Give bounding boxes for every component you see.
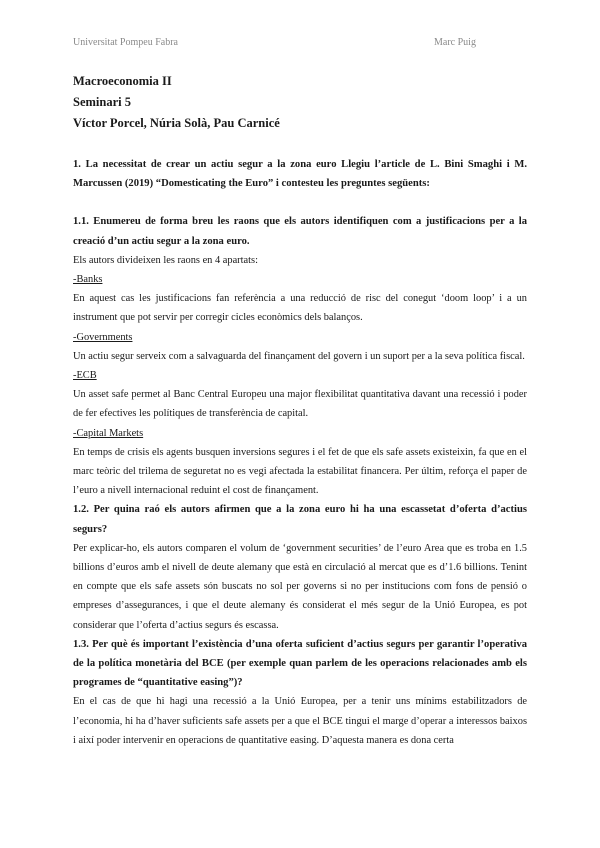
section-text-capital-markets: En temps de crisis els agents busquen inversions segures i el fet de que els safe assets existeixin, fa que en el marc teòric del trilema de seguretat no es vegi afectada la estabilitat financera. Per últim, reforça el paper de l’euro a nivell internacional reduint el cost de finançament. <box>73 446 527 497</box>
authors-line: Víctor Porcel, Núria Solà, Pau Carnicé <box>73 116 280 130</box>
section-title-ecb: -ECB <box>73 370 97 382</box>
question-1-2: 1.2. Per quina raó els autors afirmen que a la zona euro hi ha una escassetat d’oferta d’actius segurs? <box>73 504 527 535</box>
seminar-title: Seminari 5 <box>73 95 131 109</box>
question-1-3: 1.3. Per què és important l’existència d’una oferta suficient d’actius segurs per garantir l’operativa de la política monetària del BCE (per exemple quan parlem de les operacions relacionades amb els programes de “quantitative easing”)? <box>73 638 527 689</box>
section-title-capital-markets: -Capital Markets <box>73 427 144 439</box>
section-text-governments: Un actiu segur serveix com a salvaguarda del finançament del govern i un suport per a la seva política fiscal. <box>73 350 525 362</box>
question-1-1: 1.1. Enumereu de forma breu les raons que els autors identifiquen com a justificacions per a la creació d’un actiu segur a la zona euro. <box>73 216 527 247</box>
section-text-ecb: Un asset safe permet al Banc Central Europeu una major flexibilitat quantitativa davant una recessió i poder de fer efectives les polítiques de transferència de capital. <box>73 389 527 420</box>
answer-1-1-intro: Els autors divideixen les raons en 4 apartats: <box>73 254 258 266</box>
answer-1-2: Per explicar-ho, els autors comparen el volum de ‘government securities’ de l’euro Area que es troba en 1.5 billions d’euros amb el nivell de deute alemany que està en circulació al mercat que es d’1.6 billions. Tenint en compte que els safe assets són buscats no sol per governs si no per institucions com fons de pensió o empreses d’assegurances, i que el deute alemany és considerat el més segur de la Unió Europea, es pot considerar que l’oferta d’actius segurs és escassa. <box>73 542 527 631</box>
section-title-banks: -Banks <box>73 274 103 286</box>
answer-1-3: En el cas de que hi hagi una recessió a la Unió Europea, per a tenir uns mínims estabilitzadors de l’economia, hi ha d’haver suficients safe assets per a que el BCE tingui el marge d’operar a interessos baixos i així poder intervenir en operacions de quantitative easing. D’aquesta manera es dona certa <box>73 696 527 746</box>
question-1: 1. La necessitat de crear un actiu segur a la zona euro Llegiu l’article de L. Bini Smaghi i M. Marcussen (2019) “Domesticating the Euro” i contesteu les preguntes següents: <box>73 159 527 190</box>
document-body <box>73 155 527 750</box>
header-university: Universitat Pompeu Fabra <box>73 37 178 48</box>
section-text-banks: En aquest cas les justificacions fan referència a una reducció de risc del conegut ‘doom loop’ i a un instrument que pot servir per corregir cicles econòmics dels balanços. <box>73 293 527 324</box>
section-title-governments: -Governments <box>73 331 133 343</box>
header-author: Marc Puig <box>434 37 476 48</box>
course-title: Macroeconomia II <box>73 74 172 88</box>
title-block <box>73 71 533 134</box>
